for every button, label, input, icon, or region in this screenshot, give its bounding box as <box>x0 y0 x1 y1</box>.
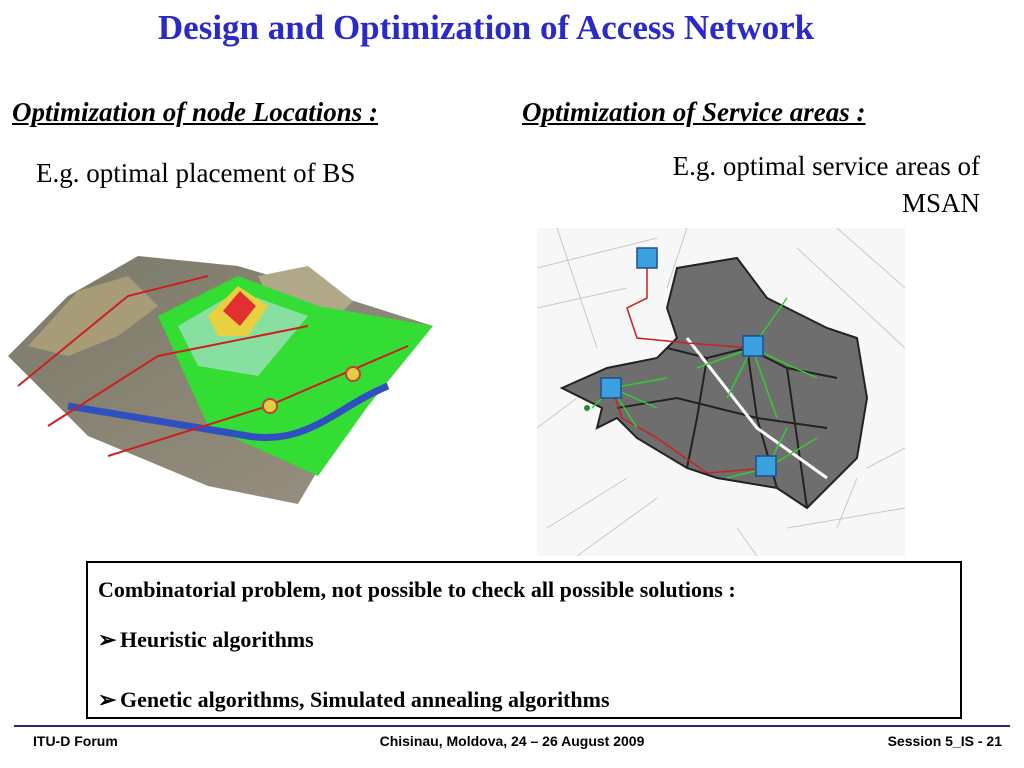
arrow-bullet-icon: ➢ <box>98 687 117 712</box>
summary-box <box>86 561 962 719</box>
footer-right: Session 5_IS - 21 <box>887 733 1002 749</box>
right-heading: Optimization of Service areas : <box>522 97 866 127</box>
summary-intro: Combinatorial problem, not possible to check all possible solutions : <box>98 577 736 602</box>
left-heading: Optimization of node Locations : <box>12 97 379 127</box>
footer-rule <box>14 725 1010 727</box>
bullet-text: Genetic algorithms, Simulated annealing algorithms <box>120 687 610 712</box>
right-example-line2: MSAN <box>901 188 980 218</box>
right-example-line1: E.g. optimal service areas of <box>672 151 980 181</box>
service-area-map-image <box>537 228 905 556</box>
left-example-text: E.g. optimal placement of BS <box>36 158 356 188</box>
slide-title: Design and Optimization of Access Network <box>157 8 815 47</box>
footer-left: ITU-D Forum <box>33 733 118 749</box>
terrain-3d-map-image <box>8 236 438 506</box>
arrow-bullet-icon: ➢ <box>98 627 117 652</box>
bullet-genetic <box>98 687 610 713</box>
footer-center: Chisinau, Moldova, 24 – 26 August 2009 <box>379 733 645 749</box>
right-example-text <box>560 148 980 222</box>
bullet-text: Heuristic algorithms <box>120 627 314 652</box>
bullet-heuristic <box>98 627 314 653</box>
